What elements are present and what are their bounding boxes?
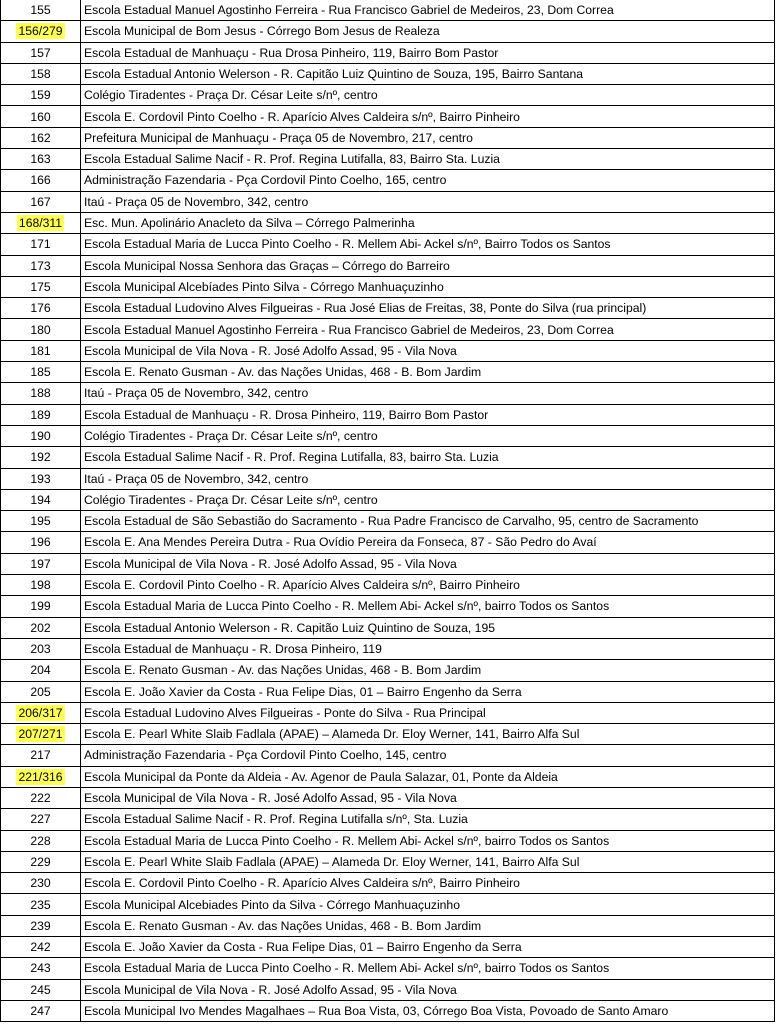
section-number: 171 [30, 237, 51, 252]
section-number-cell [1, 830, 81, 851]
section-number: 204 [30, 663, 51, 678]
section-number-cell [1, 0, 81, 21]
section-number-cell [1, 170, 81, 191]
table-row [1, 830, 775, 851]
location-address-cell: Escola Estadual Antonio Welerson - R. Capitão Luiz Quintino de Souza, 195 [81, 617, 775, 638]
location-address-cell: Escola Municipal da Ponte da Aldeia - Av. Agenor de Paula Salazar, 01, Ponte da Aldeia [81, 766, 775, 787]
section-number: 155 [30, 3, 51, 18]
section-number-cell [1, 255, 81, 276]
section-number: 235 [30, 897, 51, 912]
table-row [1, 1000, 775, 1021]
section-number-cell [1, 511, 81, 532]
section-number-cell [1, 489, 81, 510]
section-number: 203 [30, 641, 51, 656]
section-number: 247 [30, 1004, 51, 1018]
location-address-cell: Escola Municipal Nossa Senhora das Graças – Córrego do Barreiro [81, 255, 775, 276]
table-row [1, 212, 775, 233]
section-number-cell [1, 149, 81, 170]
location-address-cell: Colégio Tiradentes - Praça Dr. César Leite s/nº, centro [81, 425, 775, 446]
location-address-cell: Escola Estadual de Manhuaçu - R. Drosa Pinheiro, 119 [81, 638, 775, 659]
location-address-cell: Itaú - Praça 05 de Novembro, 342, centro [81, 383, 775, 404]
section-number-cell [1, 362, 81, 383]
section-number: 197 [30, 556, 51, 571]
location-address-cell: Escola Estadual de Manhuaçu - Rua Drosa Pinheiro, 119, Bairro Bom Pastor [81, 42, 775, 63]
section-number-cell [1, 915, 81, 936]
table-row [1, 255, 775, 276]
section-number-cell [1, 745, 81, 766]
section-number-cell [1, 319, 81, 340]
section-number: 175 [30, 279, 51, 294]
section-number: 173 [30, 258, 51, 273]
table-row [1, 958, 775, 979]
section-number: 198 [30, 578, 51, 593]
section-number-cell [1, 298, 81, 319]
location-address-cell: Escola E. Renato Gusman - Av. das Nações Unidas, 468 - B. Bom Jardim [81, 660, 775, 681]
table-row [1, 873, 775, 894]
section-number-cell [1, 1000, 81, 1021]
section-number: 217 [30, 748, 51, 763]
location-address-cell: Escola Estadual Maria de Lucca Pinto Coelho - R. Mellem Abi- Ackel s/nº, bairro Todos os Santos [81, 596, 775, 617]
section-number-cell [1, 873, 81, 894]
table-row [1, 63, 775, 84]
section-number: 157 [30, 45, 51, 60]
section-number: 162 [30, 130, 51, 145]
table-row [1, 660, 775, 681]
location-address-cell: Escola E. Renato Gusman - Av. das Nações Unidas, 468 - B. Bom Jardim [81, 362, 775, 383]
section-number-cell [1, 724, 81, 745]
section-number: 242 [30, 940, 51, 955]
table-row [1, 42, 775, 63]
location-address-cell: Escola Estadual Maria de Lucca Pinto Coelho - R. Mellem Abi- Ackel s/nº, bairro Todos os Santos [81, 830, 775, 851]
section-number: 180 [30, 322, 51, 337]
section-number-cell [1, 63, 81, 84]
location-address-cell: Administração Fazendaria - Pça Cordovil Pinto Coelho, 145, centro [81, 745, 775, 766]
section-number-cell [1, 42, 81, 63]
table-row [1, 425, 775, 446]
table-row [1, 809, 775, 830]
section-number: 245 [30, 982, 51, 997]
section-number: 176 [30, 301, 51, 316]
location-address-cell: Esc. Mun. Apolinário Anacleto da Silva – Córrego Palmerinha [81, 212, 775, 233]
table-row [1, 106, 775, 127]
section-number-cell [1, 383, 81, 404]
section-number: 185 [30, 365, 51, 380]
highlighted-section-number: 206/317 [18, 705, 63, 720]
highlighted-section-number: 168/311 [18, 216, 63, 231]
section-number: 159 [30, 88, 51, 103]
section-number-cell [1, 553, 81, 574]
location-address-cell: Escola Estadual Manuel Agostinho Ferreira - Rua Francisco Gabriel de Medeiros, 23, Dom Correa [81, 319, 775, 340]
location-address-cell: Escola Estadual Maria de Lucca Pinto Coelho - R. Mellem Abi- Ackel s/nº, Bairro Todos os Santos [81, 234, 775, 255]
section-number: 181 [30, 343, 51, 358]
section-number: 202 [30, 620, 51, 635]
location-address-cell: Escola Estadual Salime Nacif - R. Prof. Regina Lutifalla, 83, Bairro Sta. Luzia [81, 149, 775, 170]
table-row [1, 532, 775, 553]
section-number: 160 [30, 109, 51, 124]
section-number-cell [1, 596, 81, 617]
table-row [1, 404, 775, 425]
location-address-cell: Colégio Tiradentes - Praça Dr. César Leite s/nº, centro [81, 489, 775, 510]
section-number: 190 [30, 428, 51, 443]
table-row [1, 170, 775, 191]
section-number-cell [1, 617, 81, 638]
table-body [1, 0, 775, 1022]
table-row [1, 276, 775, 297]
section-number-cell [1, 851, 81, 872]
section-number: 192 [30, 450, 51, 465]
section-number: 195 [30, 514, 51, 529]
location-address-cell: Escola Municipal de Vila Nova - R. José Adolfo Assad, 95 - Vila Nova [81, 340, 775, 361]
section-number-cell [1, 787, 81, 808]
location-address-cell: Escola Municipal de Vila Nova - R. José Adolfo Assad, 95 - Vila Nova [81, 553, 775, 574]
section-number-cell [1, 340, 81, 361]
table-row [1, 787, 775, 808]
highlighted-section-number: 221/316 [18, 769, 63, 784]
section-number: 199 [30, 599, 51, 614]
location-address-cell: Escola Estadual Manuel Agostinho Ferreira - Rua Francisco Gabriel de Medeiros, 23, Dom Correa [81, 0, 775, 21]
table-row [1, 724, 775, 745]
table-row [1, 979, 775, 1000]
location-address-cell: Escola Estadual de Manhuaçu - R. Drosa Pinheiro, 119, Bairro Bom Pastor [81, 404, 775, 425]
table-row [1, 298, 775, 319]
section-number: 166 [30, 173, 51, 188]
location-address-cell: Escola Estadual de São Sebastião do Sacramento - Rua Padre Francisco de Carvalho, 95, centro de Sacramento [81, 511, 775, 532]
section-number-cell [1, 425, 81, 446]
table-row [1, 915, 775, 936]
table-row [1, 468, 775, 489]
location-address-cell: Escola Municipal Alcebiades Pinto da Silva - Córrego Manhuaçuzinho [81, 894, 775, 915]
table-row [1, 383, 775, 404]
location-address-cell: Itaú - Praça 05 de Novembro, 342, centro [81, 191, 775, 212]
location-address-cell: Colégio Tiradentes - Praça Dr. César Leite s/nº, centro [81, 85, 775, 106]
table-row [1, 234, 775, 255]
table-row [1, 21, 775, 42]
section-number: 193 [30, 471, 51, 486]
location-address-cell: Administração Fazendaria - Pça Cordovil Pinto Coelho, 165, centro [81, 170, 775, 191]
location-address-cell: Escola E. Renato Gusman - Av. das Nações Unidas, 468 - B. Bom Jardim [81, 915, 775, 936]
section-number-cell [1, 191, 81, 212]
section-number-cell [1, 404, 81, 425]
section-number: 205 [30, 684, 51, 699]
location-address-cell: Escola Estadual Maria de Lucca Pinto Coelho - R. Mellem Abi- Ackel s/nº, bairro Todos os Santos [81, 958, 775, 979]
location-address-cell: Escola Municipal de Bom Jesus - Córrego Bom Jesus de Realeza [81, 21, 775, 42]
table-row [1, 0, 775, 21]
section-number: 189 [30, 407, 51, 422]
section-number-cell [1, 809, 81, 830]
section-number-cell [1, 638, 81, 659]
section-number-cell [1, 532, 81, 553]
section-number-cell [1, 127, 81, 148]
location-address-cell: Escola Estadual Antonio Welerson - R. Capitão Luiz Quintino de Souza, 195, Bairro Santana [81, 63, 775, 84]
table-row [1, 937, 775, 958]
location-address-cell: Escola E. João Xavier da Costa - Rua Felipe Dias, 01 – Bairro Engenho da Serra [81, 937, 775, 958]
table-row [1, 127, 775, 148]
section-number: 243 [30, 961, 51, 976]
table-row [1, 340, 775, 361]
table-row [1, 489, 775, 510]
section-number: 163 [30, 152, 51, 167]
section-number-cell [1, 575, 81, 596]
location-address-cell: Escola E. Pearl White Slaib Fadlala (APAE) – Alameda Dr. Eloy Werner, 141, Bairro Alfa Sul [81, 724, 775, 745]
table-row [1, 766, 775, 787]
highlighted-section-number: 207/271 [18, 727, 63, 742]
table-row [1, 575, 775, 596]
table-row [1, 511, 775, 532]
table-row [1, 319, 775, 340]
section-number: 229 [30, 854, 51, 869]
section-number-cell [1, 85, 81, 106]
location-address-cell: Escola Municipal de Vila Nova - R. José Adolfo Assad, 95 - Vila Nova [81, 787, 775, 808]
section-number: 188 [30, 386, 51, 401]
section-number: 167 [30, 194, 51, 209]
section-number-cell [1, 702, 81, 723]
section-number-cell [1, 106, 81, 127]
table-row [1, 149, 775, 170]
location-address-cell: Escola Municipal de Vila Nova - R. José Adolfo Assad, 95 - Vila Nova [81, 979, 775, 1000]
location-address-cell: Escola Estadual Salime Nacif - R. Prof. Regina Lutifalla s/nº, Sta. Luzia [81, 809, 775, 830]
section-number-cell [1, 979, 81, 1000]
section-number-cell [1, 21, 81, 42]
section-number: 227 [30, 812, 51, 827]
table-row [1, 638, 775, 659]
table-row [1, 191, 775, 212]
table-row [1, 894, 775, 915]
table-row [1, 681, 775, 702]
section-number: 230 [30, 876, 51, 891]
table-row [1, 85, 775, 106]
location-address-cell: Escola Estadual Salime Nacif - R. Prof. Regina Lutifalla, 83, bairro Sta. Luzia [81, 447, 775, 468]
section-number: 222 [30, 791, 51, 806]
table-row [1, 362, 775, 383]
location-address-cell: Escola Estadual Ludovino Alves Filgueiras - Ponte do Silva - Rua Principal [81, 702, 775, 723]
section-number: 239 [30, 918, 51, 933]
section-number-cell [1, 447, 81, 468]
location-address-cell: Escola E. Pearl White Slaib Fadlala (APAE) – Alameda Dr. Eloy Werner, 141, Bairro Alfa Sul [81, 851, 775, 872]
location-address-cell: Escola Municipal Ivo Mendes Magalhaes – Rua Boa Vista, 03, Córrego Boa Vista, Povoado de Santo Amaro [81, 1000, 775, 1021]
section-number: 158 [30, 66, 51, 81]
section-number-cell [1, 681, 81, 702]
table-row [1, 596, 775, 617]
section-number-cell [1, 234, 81, 255]
table-row [1, 702, 775, 723]
location-address-cell: Escola E. Cordovil Pinto Coelho - R. Aparício Alves Caldeira s/nº, Bairro Pinheiro [81, 575, 775, 596]
location-address-cell: Escola E. João Xavier da Costa - Rua Felipe Dias, 01 – Bairro Engenho da Serra [81, 681, 775, 702]
section-number: 228 [30, 833, 51, 848]
section-number-cell [1, 660, 81, 681]
table-row [1, 553, 775, 574]
table-row [1, 851, 775, 872]
table-row [1, 447, 775, 468]
section-number-cell [1, 766, 81, 787]
section-number-cell [1, 894, 81, 915]
section-number-cell [1, 468, 81, 489]
location-address-cell: Escola Estadual Ludovino Alves Filgueiras - Rua José Elias de Freitas, 38, Ponte do Silva (rua principal) [81, 298, 775, 319]
section-number-cell [1, 958, 81, 979]
section-number: 194 [30, 492, 51, 507]
location-address-cell: Prefeitura Municipal de Manhuaçu - Praça 05 de Novembro, 217, centro [81, 127, 775, 148]
table-row [1, 745, 775, 766]
section-number-cell [1, 276, 81, 297]
location-address-cell: Escola E. Ana Mendes Pereira Dutra - Rua Ovídio Pereira da Fonseca, 87 - São Pedro do Avaí [81, 532, 775, 553]
section-number-cell [1, 937, 81, 958]
location-address-cell: Escola E. Cordovil Pinto Coelho - R. Aparício Alves Caldeira s/nº, Bairro Pinheiro [81, 106, 775, 127]
section-number: 196 [30, 535, 51, 550]
location-address-cell: Escola Municipal Alcebíades Pinto Silva - Córrego Manhuaçuzinho [81, 276, 775, 297]
highlighted-section-number: 156/279 [18, 24, 63, 39]
location-address-cell: Itaú - Praça 05 de Novembro, 342, centro [81, 468, 775, 489]
section-number-cell [1, 212, 81, 233]
location-address-cell: Escola E. Cordovil Pinto Coelho - R. Aparício Alves Caldeira s/nº, Bairro Pinheiro [81, 873, 775, 894]
table-row [1, 617, 775, 638]
